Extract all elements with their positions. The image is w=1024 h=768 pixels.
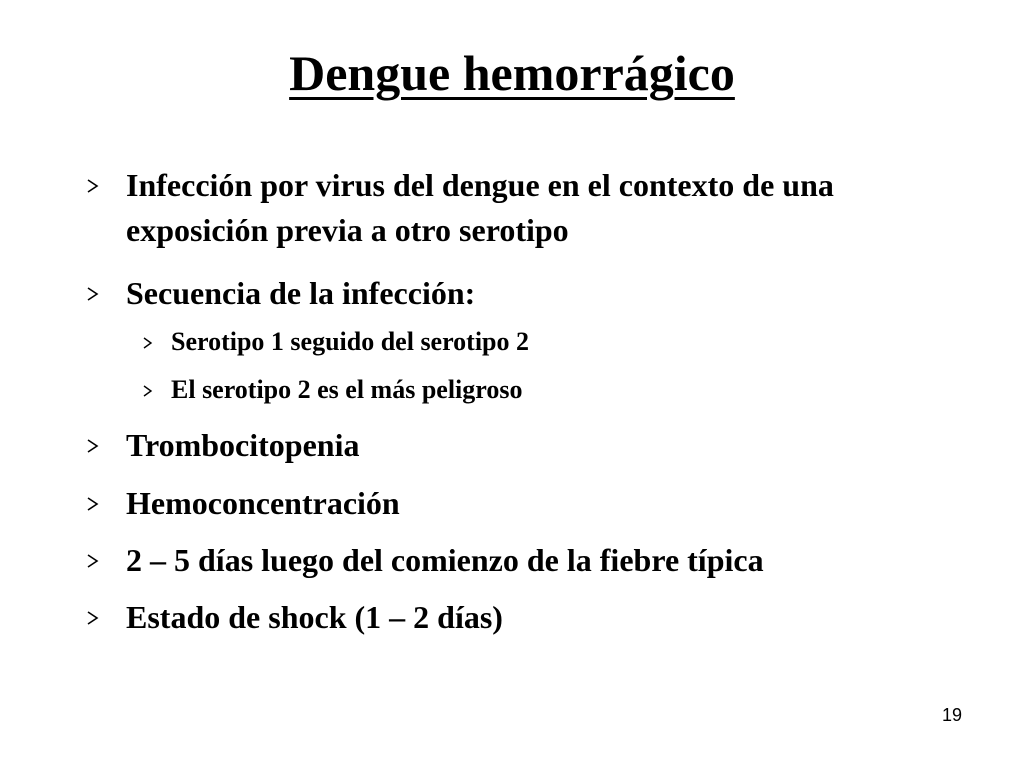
page-number: 19 bbox=[941, 705, 962, 725]
bullet-item bbox=[85, 163, 956, 253]
bullet-text: Infección por virus del dengue en el contexto de una exposición previa a otro serotipo bbox=[126, 167, 834, 248]
sub-bullet-item bbox=[141, 324, 931, 360]
sub-bullet-item bbox=[141, 372, 931, 408]
slide-title: Dengue hemorrágico bbox=[289, 45, 735, 101]
bullet-item bbox=[85, 595, 956, 640]
arrowhead-bullet-icon bbox=[85, 553, 101, 569]
arrowhead-bullet-icon bbox=[141, 336, 155, 350]
sub-bullet-text: Serotipo 1 seguido del serotipo 2 bbox=[171, 327, 530, 356]
bullet-text: Hemoconcentración bbox=[126, 485, 400, 521]
arrowhead-bullet-icon bbox=[85, 178, 101, 194]
arrowhead-bullet-icon bbox=[85, 496, 101, 512]
sub-bullet-text: El serotipo 2 es el más peligroso bbox=[171, 375, 523, 404]
bullet-text: 2 – 5 días luego del comienzo de la fiebre típica bbox=[126, 542, 764, 578]
bullet-item bbox=[85, 423, 956, 468]
bullet-text: Secuencia de la infección: bbox=[126, 275, 476, 311]
bullet-item bbox=[85, 538, 956, 583]
arrowhead-bullet-icon bbox=[141, 384, 155, 398]
bullet-item bbox=[85, 481, 956, 526]
arrowhead-bullet-icon bbox=[85, 286, 101, 302]
bullet-item bbox=[85, 271, 956, 316]
arrowhead-bullet-icon bbox=[85, 438, 101, 454]
bullet-text: Estado de shock (1 – 2 días) bbox=[126, 599, 503, 635]
arrowhead-bullet-icon bbox=[85, 610, 101, 626]
bullet-text: Trombocitopenia bbox=[126, 427, 360, 463]
